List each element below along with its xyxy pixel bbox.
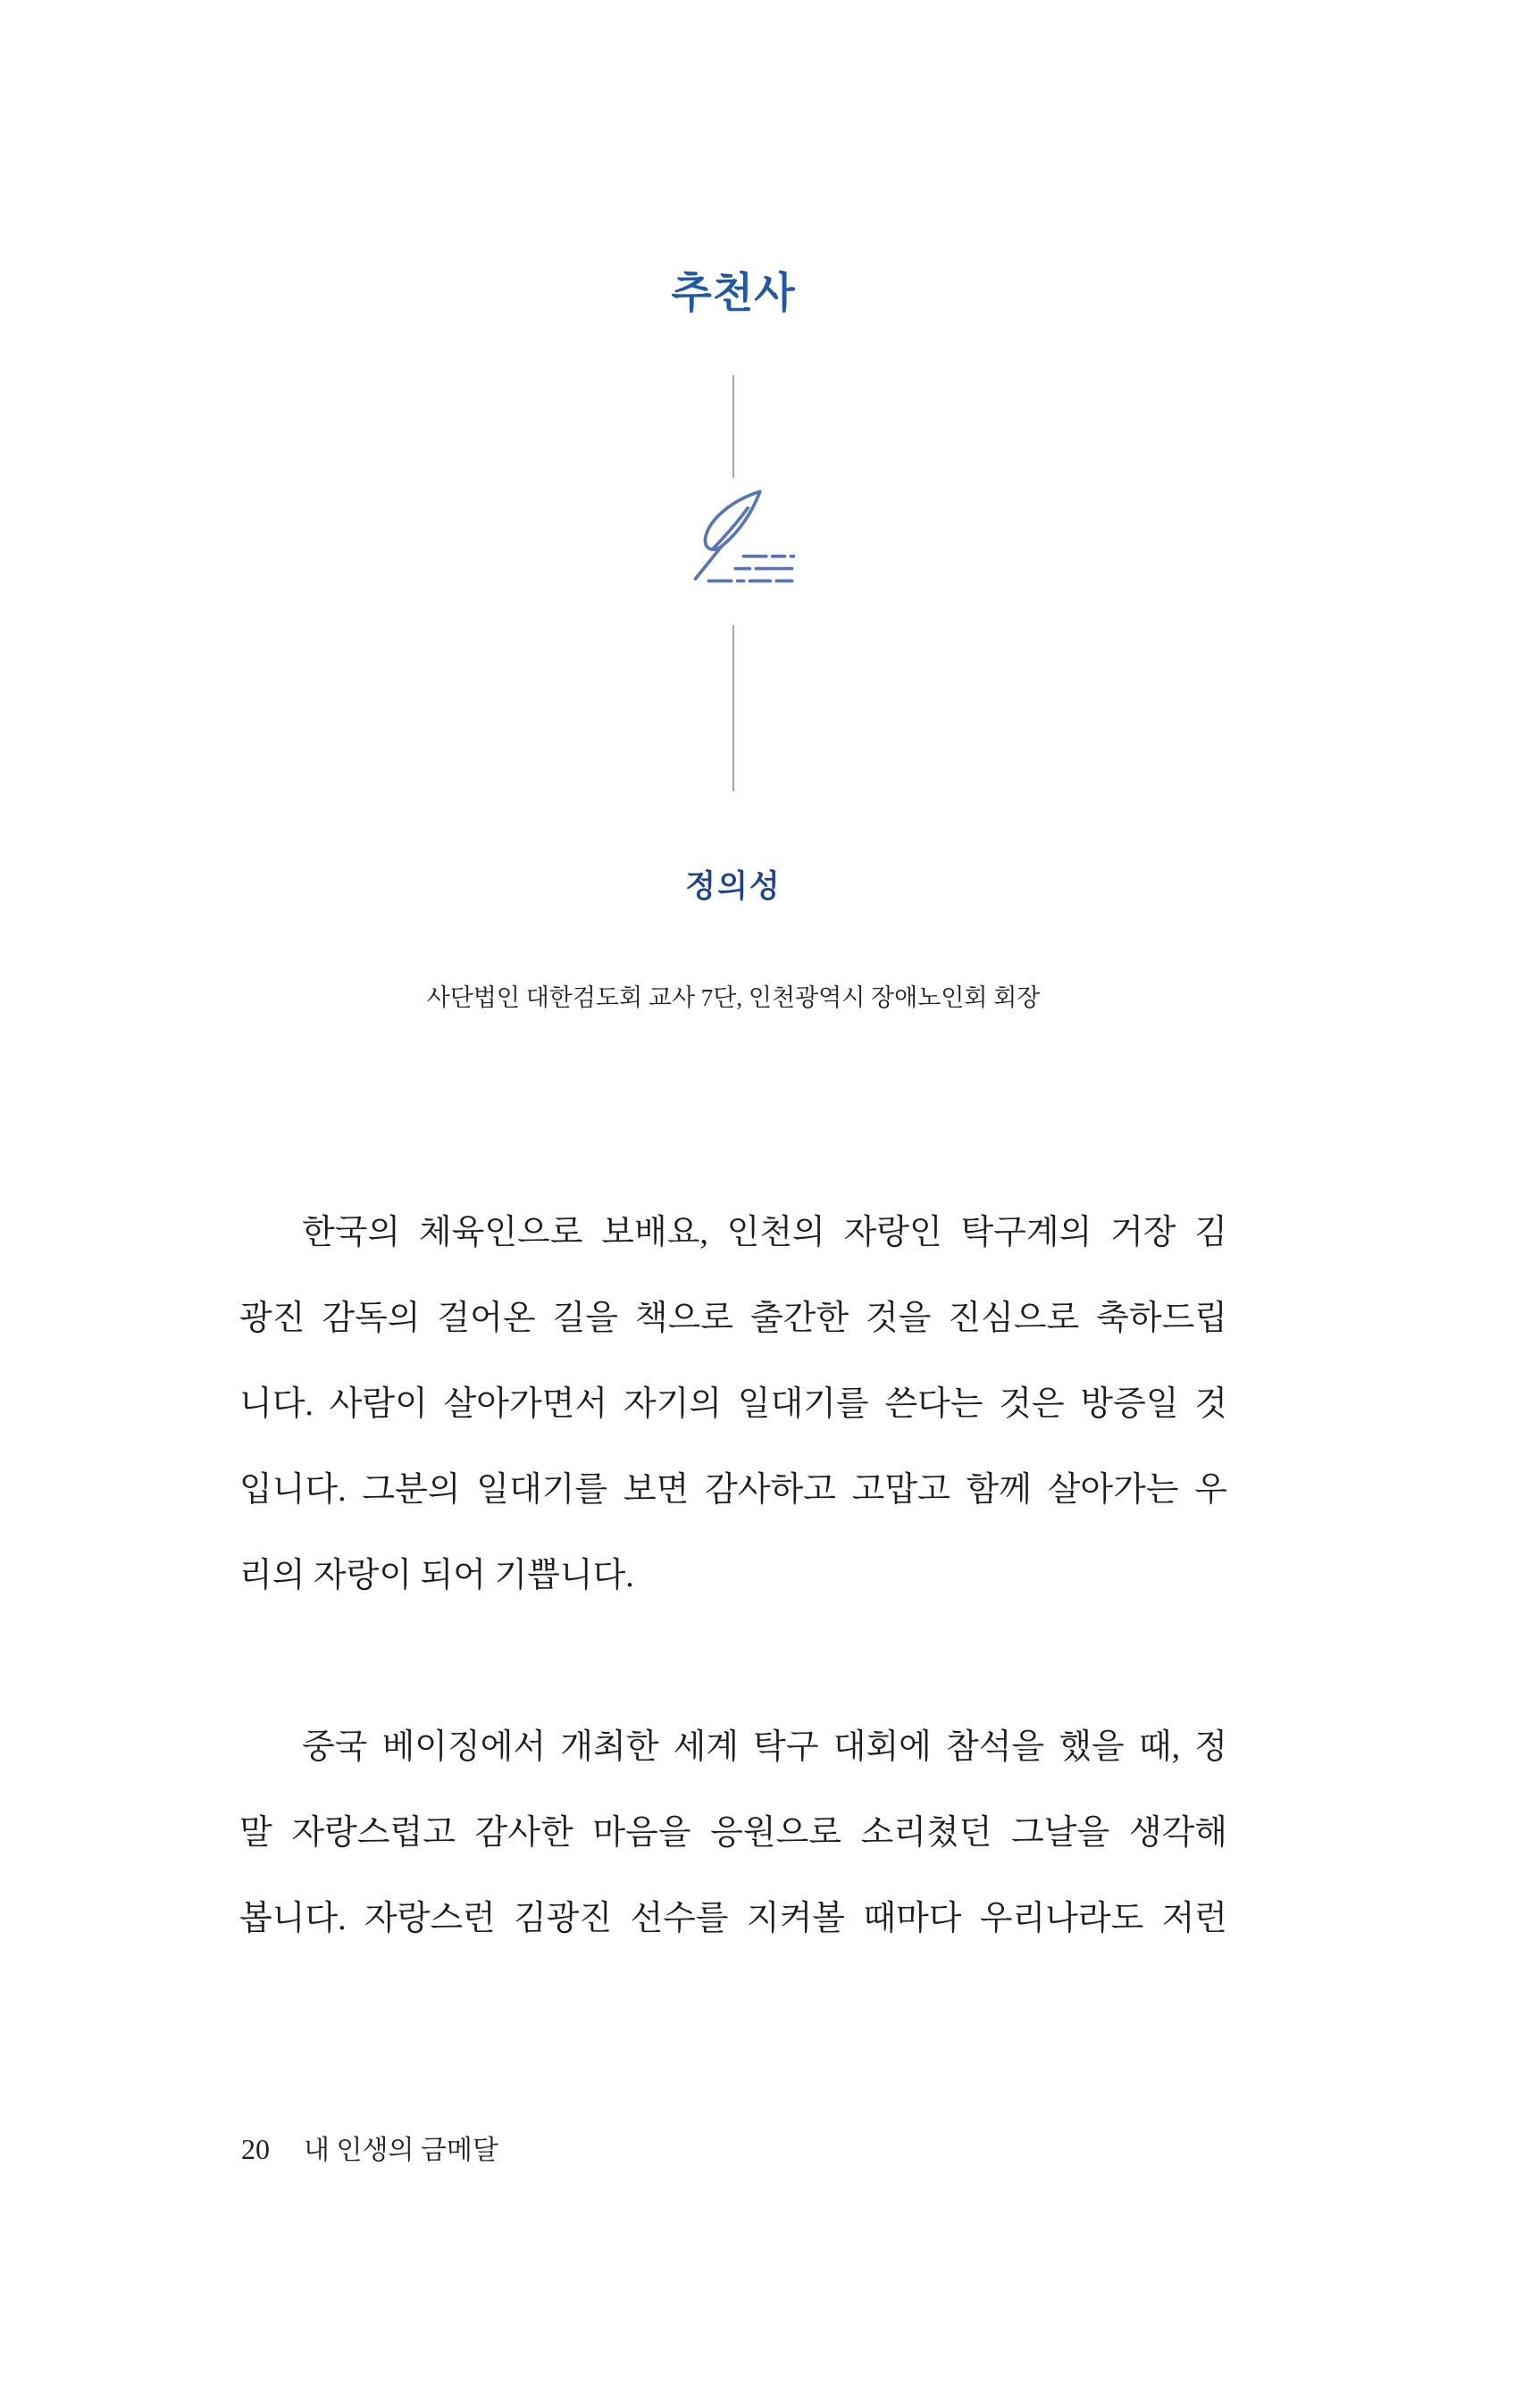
ornament-line-top [732,375,734,478]
paragraph-2 [239,1704,1227,1962]
quill-pen-icon [692,489,795,592]
author-name: 정의성 [685,869,782,904]
page-footer [241,2129,498,2171]
body-line: 니다. 사람이 살아가면서 자기의 일대기를 쓴다는 것은 방증일 것 [239,1385,1227,1423]
body-line: 한국의 체육인으로 보배요, 인천의 자랑인 탁구계의 거장 김 [302,1214,1227,1251]
body-line: 말 자랑스럽고 감사한 마음을 응원으로 소리쳤던 그날을 생각해 [239,1814,1227,1852]
author-title: 사단법인 대한검도회 교사 7단, 인천광역시 장애노인회 회장 [426,984,1041,1011]
body-line: 광진 감독의 걸어온 길을 책으로 출간한 것을 진심으로 축하드립 [239,1300,1227,1337]
recommendation-body [239,1190,1227,1962]
ornament-line-bottom [732,625,734,791]
paragraph-1 [239,1190,1227,1619]
page-number: 20 [241,2133,270,2165]
page-title: 추천사 [671,269,796,316]
body-line: 중국 베이징에서 개최한 세계 탁구 대회에 참석을 했을 때, 정 [302,1728,1227,1766]
body-line: 리의 자랑이 되어 기쁩니다. [239,1557,634,1594]
body-line: 입니다. 그분의 일대기를 보면 감사하고 고맙고 함께 살아가는 우 [239,1471,1227,1509]
book-title: 내 인생의 금메달 [304,2136,498,2165]
body-line: 봅니다. 자랑스런 김광진 선수를 지켜볼 때마다 우리나라도 저런 [239,1900,1227,1937]
